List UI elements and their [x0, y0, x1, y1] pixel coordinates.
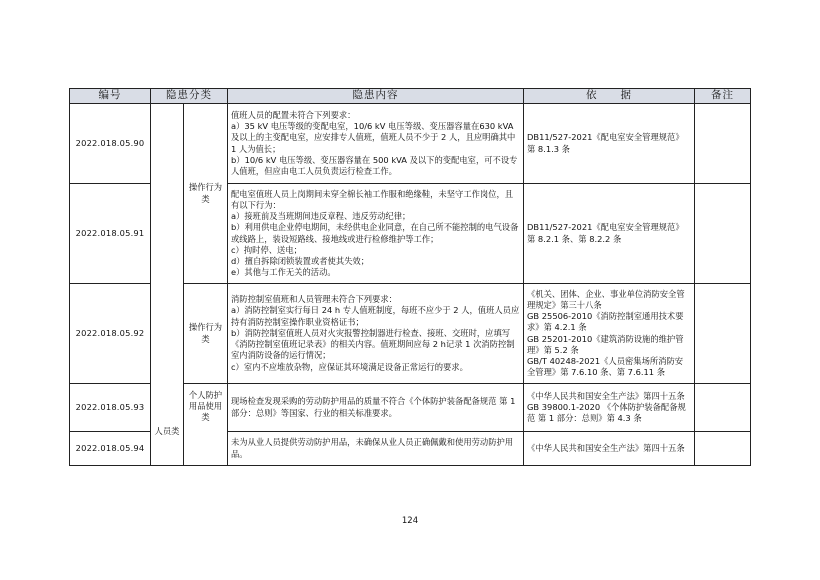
page-number: 124 — [401, 516, 419, 526]
content-line: b）10/6 kV 电压等级、变压器容量在 500 kVA 及以下的变配电室，可不设专人值班，但应由电工人员负责运行检查工作。 — [231, 154, 518, 176]
row-code: 2022.018.05.91 — [70, 184, 151, 284]
category-level2-label: 操作行为类 — [188, 322, 223, 344]
row-content — [228, 432, 524, 466]
header-content: 隐患内容 — [228, 89, 524, 104]
row-basis — [524, 184, 695, 284]
row-basis — [524, 384, 695, 432]
row-code: 2022.018.05.90 — [70, 104, 151, 184]
row-note — [695, 184, 751, 284]
row-content — [228, 104, 524, 184]
basis-line: 《中华人民共和国安全生产法》第四十五条 — [527, 442, 685, 453]
content-line: c）室内不应堆放杂物，应保证其环境满足设备正常运行的要求。 — [231, 361, 468, 372]
content-line: c）拘时停、送电； — [231, 244, 302, 255]
category-level2-ops-a — [184, 104, 228, 284]
row-code: 2022.018.05.93 — [70, 384, 151, 432]
header-code: 编号 — [70, 89, 151, 104]
table-row — [70, 104, 751, 184]
content-line: a）消防控制室实行每日 24 h 专人值班制度，每班不应少于 2 人，值班人员应持有消防控制室操作职业资格证书； — [231, 305, 520, 327]
row-content — [228, 284, 524, 384]
basis-line: GB 25201-2010《建筑消防设施的维护管理》第 5.2 条 — [527, 333, 684, 355]
content-line: 未为从业人员提供劳动防护用品，未确保从业人员正确佩戴和使用劳动防护用品。 — [231, 437, 514, 459]
row-content — [228, 184, 524, 284]
content-line: 值班人员的配置未符合下列要求： — [231, 109, 356, 120]
header-note: 备注 — [695, 89, 751, 104]
row-basis — [524, 104, 695, 184]
content-line: b）利用供电企业停电期间，未经供电企业同意，在自己所不能控制的电气设备或线路上，装设短路线、接地线或进行检修维护等工作； — [231, 222, 519, 244]
row-basis — [524, 432, 695, 466]
category-level2-ppe — [184, 384, 228, 466]
row-note — [695, 384, 751, 432]
hazard-table — [69, 88, 751, 466]
content-line: 消防控制室值班和人员管理未符合下列要求： — [231, 294, 397, 305]
basis-line: DB11/527-2021《配电室安全管理规范》第 8.1.3 条 — [527, 132, 684, 154]
content-line: 现场检查发现采购的劳动防护用品的质量不符合《个体防护装备配备规范 第 1 部分：总则》等国家、行业的相关标准要求。 — [231, 396, 516, 418]
row-code: 2022.018.05.94 — [70, 432, 151, 466]
row-note — [695, 432, 751, 466]
category-level2-label: 操作行为类 — [188, 182, 223, 204]
category-level1-label: 人员类 — [154, 425, 180, 436]
row-basis — [524, 284, 695, 384]
row-code: 2022.018.05.92 — [70, 284, 151, 384]
content-line: 配电室值班人员上岗期间未穿全棉长袖工作服和绝缘鞋，未坚守工作岗位，且有以下行为： — [231, 188, 514, 210]
category-level2-ops-b — [184, 284, 228, 384]
basis-line: GB 39800.1-2020 《个体防护装备配备规范 第 1 部分：总则》第 4.3 条 — [527, 401, 686, 424]
basis-line: GB/T 40248-2021《人员密集场所消防安全管理》第 7.6.10 条、第 7.6.11 条 — [527, 355, 684, 378]
table-header-row — [70, 89, 751, 104]
content-line: a）35 kV 电压等级的变配电室，10/6 kV 电压等级、变压器容量在630 kVA 及以上的主变配电室，应安排专人值班，值班人员不少于 2 人，且应明确其中 1 人为值长； — [231, 121, 516, 154]
row-content — [228, 384, 524, 432]
content-line: b）消防控制室值班人员对火灾报警控制器进行检查、接班、交班时，应填写《消防控制室值班记录表》的相关内容。值班期间应每 2 h记录 1 次消防控制室内消防设备的运行情况； — [231, 327, 515, 361]
content-line: a）接班前及当班期间违反章程、违反劳动纪律； — [231, 211, 411, 222]
content-line: d）擅自拆除闭锁装置或者使其失效； — [231, 255, 370, 266]
basis-line: 《中华人民共和国安全生产法》第四十五条 — [527, 390, 685, 401]
row-note — [695, 284, 751, 384]
header-basis: 依 据 — [524, 89, 695, 104]
header-category: 隐患分类 — [151, 89, 228, 104]
row-note — [695, 104, 751, 184]
basis-line: DB11/527-2021《配电室安全管理规范》第 8.2.1 条、第 8.2.2 条 — [527, 222, 684, 244]
category-level2-label: 个人防护用品使用类 — [188, 390, 223, 423]
category-level1 — [151, 104, 184, 466]
basis-line: GB 25506-2010《消防控制室通用技术要求》第 4.2.1 条 — [527, 311, 684, 333]
basis-line: 《机关、团体、企业、事业单位消防安全管理规定》第三十八条 — [527, 288, 685, 310]
content-line: e）其他与工作无关的活动。 — [231, 267, 336, 278]
